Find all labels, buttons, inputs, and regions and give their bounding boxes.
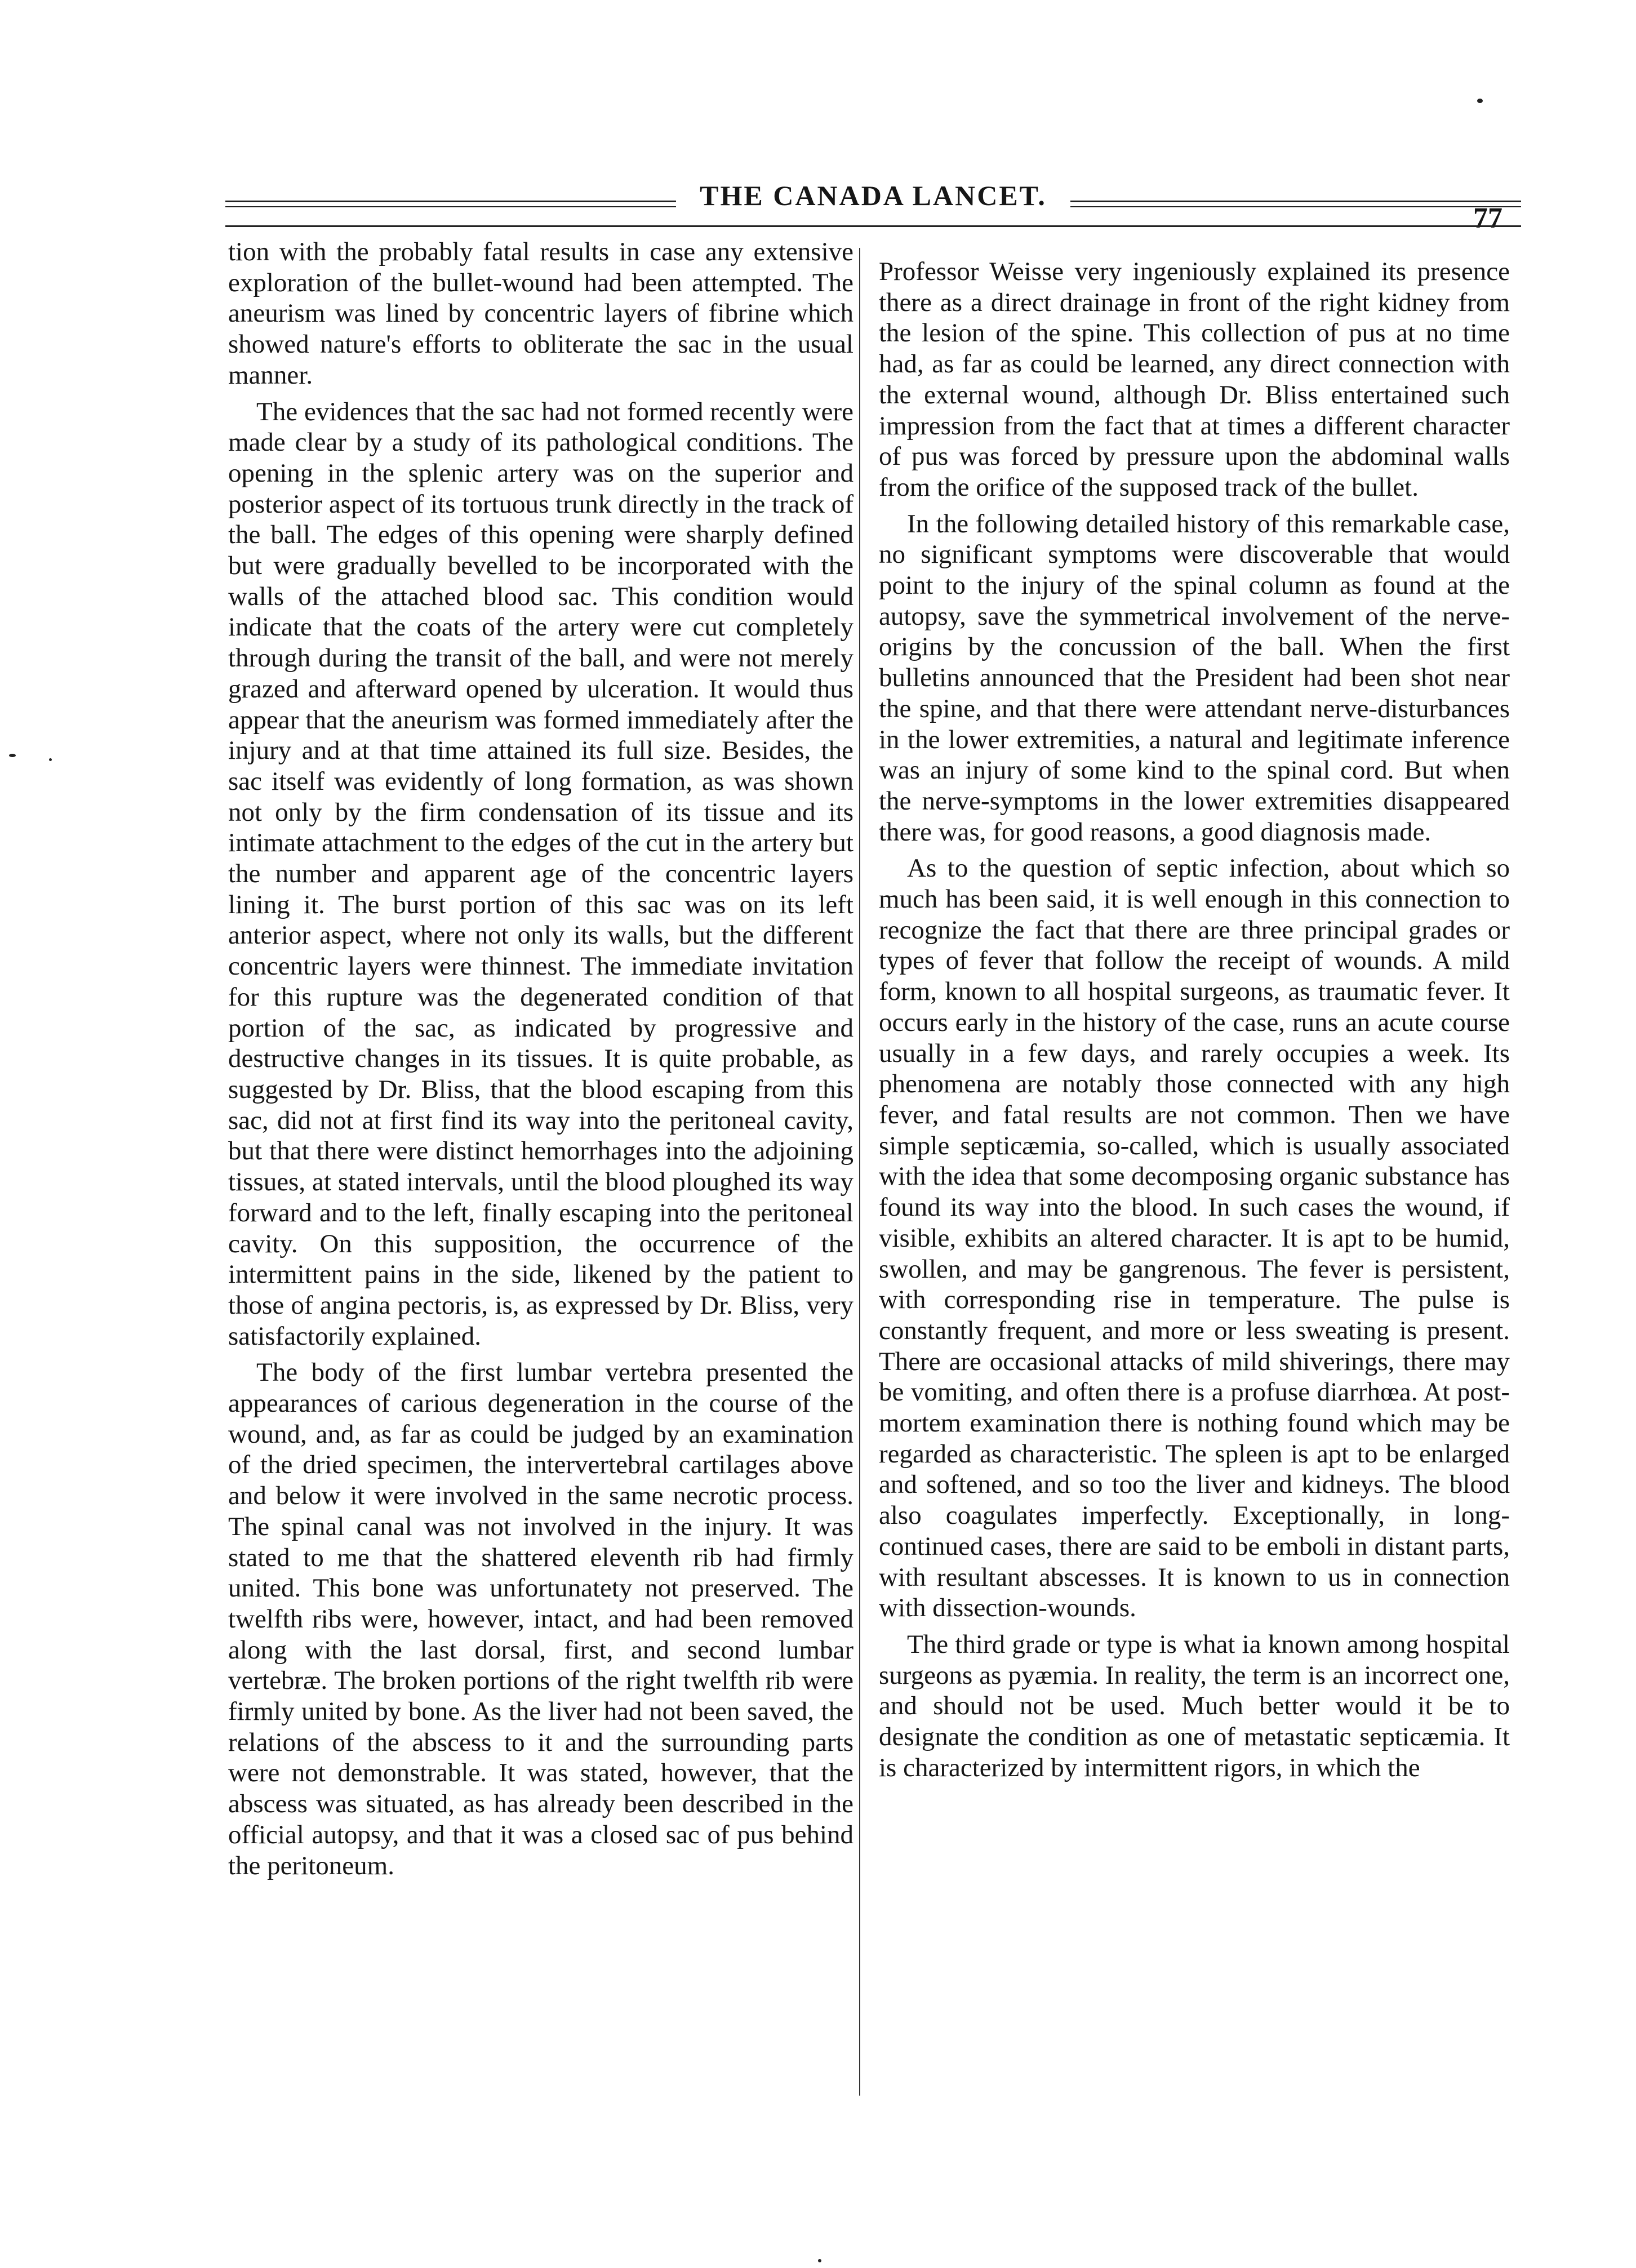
page-number: 77 — [1473, 202, 1502, 234]
right-paragraph-4: The third grade or type is what ia known among hospital surgeons as pyæmia. In reality, the term is an incorrect one, and should not be used. Much better would it be to designate the condition as one of metastatic septicæmia. It is characterized by intermittent rigors, in which the — [879, 1629, 1510, 1782]
left-paragraph-1: tion with the probably fatal results in case any extensive exploration of the bullet-wound had been attempted. The aneurism was lined by concentric layers of fibrine which showed nature's efforts to obliterate the sac in the usual manner. — [228, 237, 853, 390]
running-header — [225, 179, 1521, 213]
ink-speck-bottom — [818, 2259, 821, 2262]
column-divider — [859, 248, 860, 2096]
right-paragraph-2: In the following detailed history of this remarkable case, no significant symptoms were discoverable that would point to the injury of the spinal column as found at the autopsy, save the symmetrical involvement of the nerve-origins by the concussion of the ball. When the first bulletins announced that the President had been shot near the spine, and that there were attendant nerve-disturbances in the lower extremities, a natural and legitimate inference was an injury of some kind to the spinal cord. But when the nerve-symptoms in the lower extremities disappeared there was, for good reasons, a good diagnosis made. — [879, 509, 1510, 847]
header-rule-left — [225, 201, 676, 202]
ink-speck-left-margin — [9, 754, 16, 757]
left-paragraph-2: The evidences that the sac had not formed recently were made clear by a study of its pathological conditions. The opening in the splenic artery was on the superior and posterior aspect of its tortuous trunk directly in the track of the ball. The edges of this opening were sharply defined but were gradually bevelled to be incorporated with the walls of the attached blood sac. This condition would indicate that the coats of the artery were cut completely through during the transit of the ball, and were not merely grazed and afterward opened by ulceration. It would thus appear that the aneurism was formed immediately after the injury and at that time attained its full size. Besides, the sac itself was evidently of long formation, as was shown not only by the firm condensation of its tissue and its intimate attachment to the edges of the cut in the artery but the number and apparent age of the concentric layers lining it. The burst portion of this sac was on its left anterior aspect, where not only its walls, but the different concentric layers were thinnest. The immediate invitation for this rupture was the degenerated condition of that portion of the sac, as indicated by progressive and destructive changes in its tissues. It is quite probable, as suggested by Dr. Bliss, that the blood escaping from this sac, did not at first find its way into the peritoneal cavity, but that there were distinct hemorrhages into the adjoining tissues, at stated intervals, until the blood ploughed its way forward and to the left, finally escaping into the peritoneal cavity. On this supposition, the occurrence of the intermittent pains in the side, likened by the patient to those of angina pectoris, is, as expressed by Dr. Bliss, very satisfactorily explained. — [228, 397, 853, 1351]
header-rule-right-thin — [1070, 206, 1521, 207]
right-paragraph-1: Professor Weisse very ingeniously explained its presence there as a direct drainage in front of the right kidney from the lesion of the spine. This collection of pus at no time had, as far as could be learned, any direct connection with the external wound, although Dr. Bliss entertained such impression from the fact that at times a different character of pus was forced by pressure upon the abdominal walls from the orifice of the supposed track of the bullet. — [879, 257, 1510, 502]
left-paragraph-3: The body of the first lumbar vertebra presented the appearances of carious degeneration in the course of the wound, and, as far as could be judged by an examination of the dried specimen, the intervertebral cartilages above and below it were involved in the same necrotic process. The spinal canal was not involved in the injury. It was stated to me that the shattered eleventh rib had firmly united. This bone was unfortunatety not preserved. The twelfth ribs were, however, intact, and had been removed along with the last dorsal, first, and second lumbar vertebræ. The broken portions of the right twelfth rib were firmly united by bone. As the liver had not been saved, the relations of the abscess to it and the surrounding parts were not demonstrable. It was stated, however, that the abscess was situated, as has already been described in the official autopsy, and that it was a closed sac of pus behind the peritoneum. — [228, 1358, 853, 1880]
header-rule-left-thin — [225, 206, 676, 207]
ink-speck-top-right — [1477, 99, 1483, 103]
ink-speck-left-margin-small — [49, 758, 52, 761]
left-column — [228, 237, 853, 1881]
journal-title: THE CANADA LANCET. — [700, 180, 1047, 211]
header-underline — [225, 225, 1521, 227]
header-rule-right — [1070, 201, 1521, 202]
right-paragraph-3: As to the question of septic infection, about which so much has been said, it is well enough in this connection to recognize the fact that there are three principal grades or types of fever that follow the receipt of wounds. A mild form, known to all hospital surgeons, as traumatic fever. It occurs early in the history of the case, runs an acute course usually in a few days, and rarely occupies a week. Its phenomena are notably those connected with any high fever, and fatal results are not common. Then we have simple septicæmia, so-called, which is usually associated with the idea that some decomposing organic substance has found its way into the blood. In such cases the wound, if visible, exhibits an altered character. It is apt to be humid, swollen, and may be gangrenous. The fever is persistent, with corresponding rise in temperature. The pulse is constantly frequent, and more or less sweating is present. There are occasional attacks of mild shiverings, there may be vomiting, and often there is a profuse diarrhœa. At post-mortem examination there is nothing found which may be regarded as characteristic. The spleen is apt to be enlarged and softened, and so too the liver and kidneys. The blood also coagulates imperfectly. Exceptionally, in long-continued cases, there are said to be emboli in distant parts, with resultant abscesses. It is known to us in connection with dissection-wounds. — [879, 853, 1510, 1623]
right-column — [879, 256, 1510, 1783]
